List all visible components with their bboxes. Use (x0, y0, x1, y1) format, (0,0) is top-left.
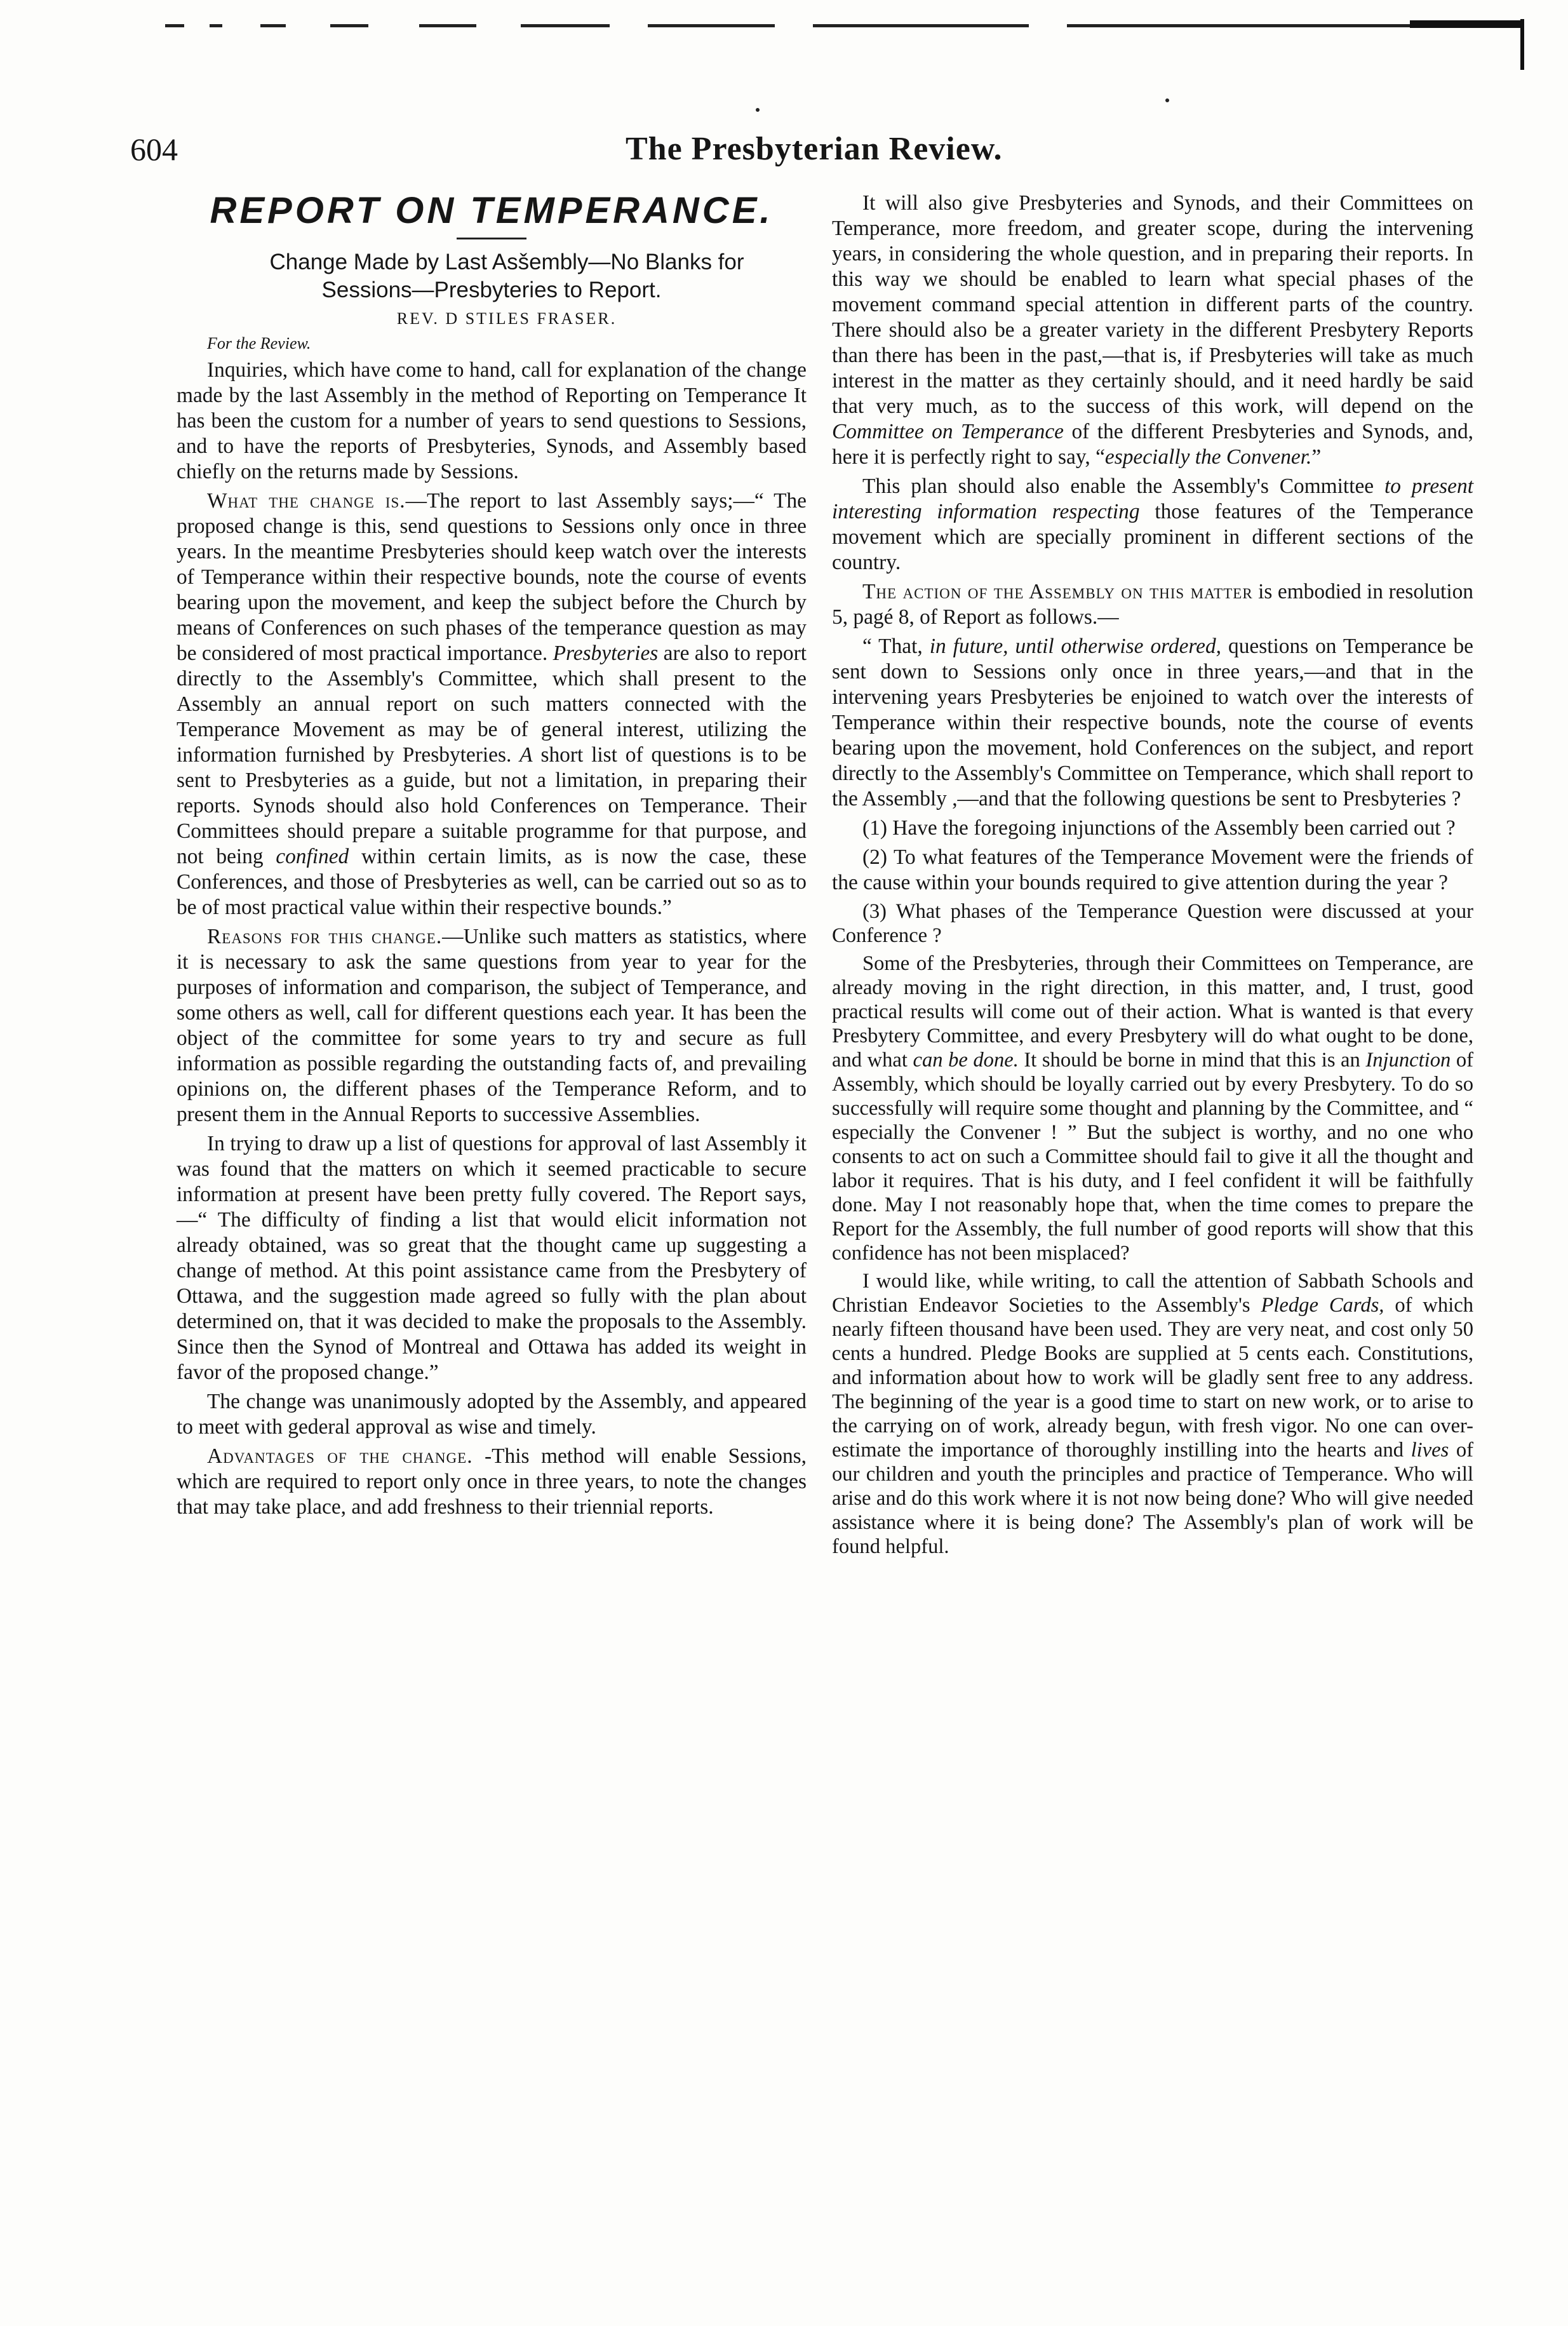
paragraph: This plan should also enable the Assembly's Committee to present interesting information respecting those features of the Temperance movement which are specially prominent in different sections of the country. (832, 474, 1473, 574)
question-item: (1) Have the foregoing injunctions of the Assembly been carried out ? (862, 816, 1456, 840)
page-number: 604 (130, 131, 178, 167)
paragraph: The action of the Assembly on this matter is embodied in resolution 5, pagé 8, of Report as follows.— (832, 580, 1474, 629)
run-in-head: Advantages of the change. (207, 1444, 473, 1468)
journal-title: The Presbyterian Review. (626, 131, 1003, 167)
article-subtitle (177, 248, 807, 304)
resolution-quote: “ That, in future, until otherwise ordered, questions on Temperance be sent down to Sessions only once in three years,—and that in the intervening years Presbyteries be enjoined to watch over the interests of Temperance within their respective bounds, note the course of events bearing upon the movement, hold Conferences on the subject, and report directly to the Assembly's Committee on Temperance, which shall report to the Assembly ,—and that the following questions be sent to Presbyteries ? (832, 635, 1473, 810)
subtitle-line: Sessions—Presbyteries to Report. (321, 278, 662, 302)
scan-border-artifact (165, 19, 1524, 32)
article-title: REPORT ON TEMPERANCE. (210, 190, 774, 231)
question-item: (2) To what features of the Temperance Movement were the friends of the cause within your bounds required to give attention during the year ? (832, 845, 1473, 894)
credit-line: For the Review. (207, 334, 311, 353)
paragraph: In trying to draw up a list of questions for approval of last Assembly it was found that the matters on which it seemed practicable to secure information at present have been pretty fully covered. The Report says,—“ The difficulty of finding a list that would elicit information not already obtained, was so great that the thought came up suggesting a change of method. At this point assistance came from the Presbytery of Ottawa, and the suggestion made agreed so fully with the plan about determined on, that it was decided to make the proposals to the Assembly. Since then the Synod of Montreal and Ottawa has added its weight in favor of the proposed change.” (177, 1132, 807, 1384)
ink-speck (756, 108, 760, 112)
paragraph: Reasons for this change.—Unlike such matters as statistics, where it is necessary to ask the same questions from year to year for the purposes of information and comparison, the subject of Temperance, and some others as well, call for different questions each year. It has been the object of the committee for some years to try and secure as full information as possible regarding the outstanding facts of, and prevailing opinions on, the different phases of the Temperance Reform, and to present them in the Annual Reports to successive Assemblies. (177, 925, 807, 1126)
run-in-head: The action of the Assembly on this matter (862, 580, 1253, 603)
paragraph: Some of the Presbyteries, through their Committees on Temperance, are already moving in the right direction, in this matter, and, I trust, good practical results will come out of their action. What is wanted is that every Presbytery Committee, and every Presbytery will do what ought to be done, and what can be done. It should be borne in mind that this is an Injunction of Assembly, which should be loyally carried out by every Presbytery. To do so successfully will require some thought and planning by the Committee, and “ especially the Convener ! ” But the subject is worthy, and no one who consents to act on such a Committee should fail to give it all the thought and labor it requires. That is his duty, and I feel confident it will be faithfully done. May I not reasonably hope that, when the time comes to prepare the Report for the Assembly, the full number of good reports will show that this confidence has not been misplaced? (832, 952, 1473, 1265)
run-in-head: Reasons for this change. (207, 925, 443, 948)
paragraph: Inquiries, which have come to hand, call for explanation of the change made by the last Assembly in the method of Reporting on Temperance It has been the custom for a number of years to send questions to Sessions, and to have the reports of Presbyteries, Synods, and Assembly based chiefly on the returns made by Sessions. (177, 358, 807, 483)
run-in-head: What the change is. (207, 489, 406, 513)
paragraph: I would like, while writing, to call the attention of Sabbath Schools and Christian Endeavor Societies to the Assembly's Pledge Cards, of which nearly fifteen thousand have been used. They are very neat, and cost only 50 cents a hundred. Pledge Books are supplied at 5 cents each. Constitutions, and information about how to work will be gladly sent free to any address. The beginning of the year is a good time to start on new work, or to arise to the carrying on of work, already begun, with fresh vigor. No one can over-estimate the importance of thoroughly instilling into the hearts and lives of our children and youth the principles and practice of Temperance. Who will arise and do this work where it is not now being done? Who will give needed assistance where it is being done? The Assembly's plan of work will be found helpful. (832, 1270, 1473, 1558)
paragraph: It will also give Presbyteries and Synods, and their Committees on Temperance, more freedom, and greater scope, during the intervening years, in considering the whole question, and in preparing their reports. In this way we should be enabled to learn what special phases of the movement command special attention in different parts of the country. There should also be a greater variety in the different Presbytery Reports than there has been in the past,—that is, if Presbyteries will take as much interest in the matter as they certainly should, and it need hardly be said that very much, as to the success of this work, will depend on the Committee on Temperance of the different Presbyteries and Synods, and, here it is perfectly right to say, “especially the Convener.” (832, 191, 1473, 469)
question-item: (3) What phases of the Temperance Question were discussed at your Conference ? (832, 900, 1473, 947)
paragraph: Advantages of the change. -This method will enable Sessions, which are required to report only once in three years, to note the changes that may take place, and add freshness to their triennial reports. (177, 1444, 807, 1519)
subtitle-line: Change Made by Last Asšembly—No Blanks for (269, 250, 744, 274)
title-rule (457, 238, 526, 239)
left-column (177, 191, 807, 1524)
paragraph: What the change is.—The report to last Assembly says;—“ The proposed change is this, send questions to Sessions only once in three years. In the meantime Presbyteries should keep watch over the interests of Temperance within their respective bounds, note the course of events bearing upon the movement, and keep the subject before the Church by means of Conferences on such phases of the temperance question as may be considered of most practical importance. Presbyteries are also to report directly to the Assembly's Committee, which shall present to the Assembly an annual report on such matters connected with the Temperance Movement as may be of general interest, utilizing the information furnished by Presbyteries. A short list of questions is to be sent to Presbyteries as a guide, but not a limitation, in preparing their reports. Synods should also hold Conferences on Temperance. Their Committees should prepare a suitable programme for that purpose, and not being confined within certain limits, as is now the case, these Conferences, and those of Presbyteries as well, can be carried out so as to be of most practical value within their respective bounds.” (177, 489, 807, 919)
running-header (130, 127, 1515, 171)
byline: REV. D STILES FRASER. (396, 309, 617, 328)
ink-speck (1165, 98, 1169, 102)
right-column (832, 191, 1473, 1563)
paragraph: The change was unanimously adopted by the Assembly, and appeared to meet with gederal approval as wise and timely. (177, 1390, 807, 1439)
